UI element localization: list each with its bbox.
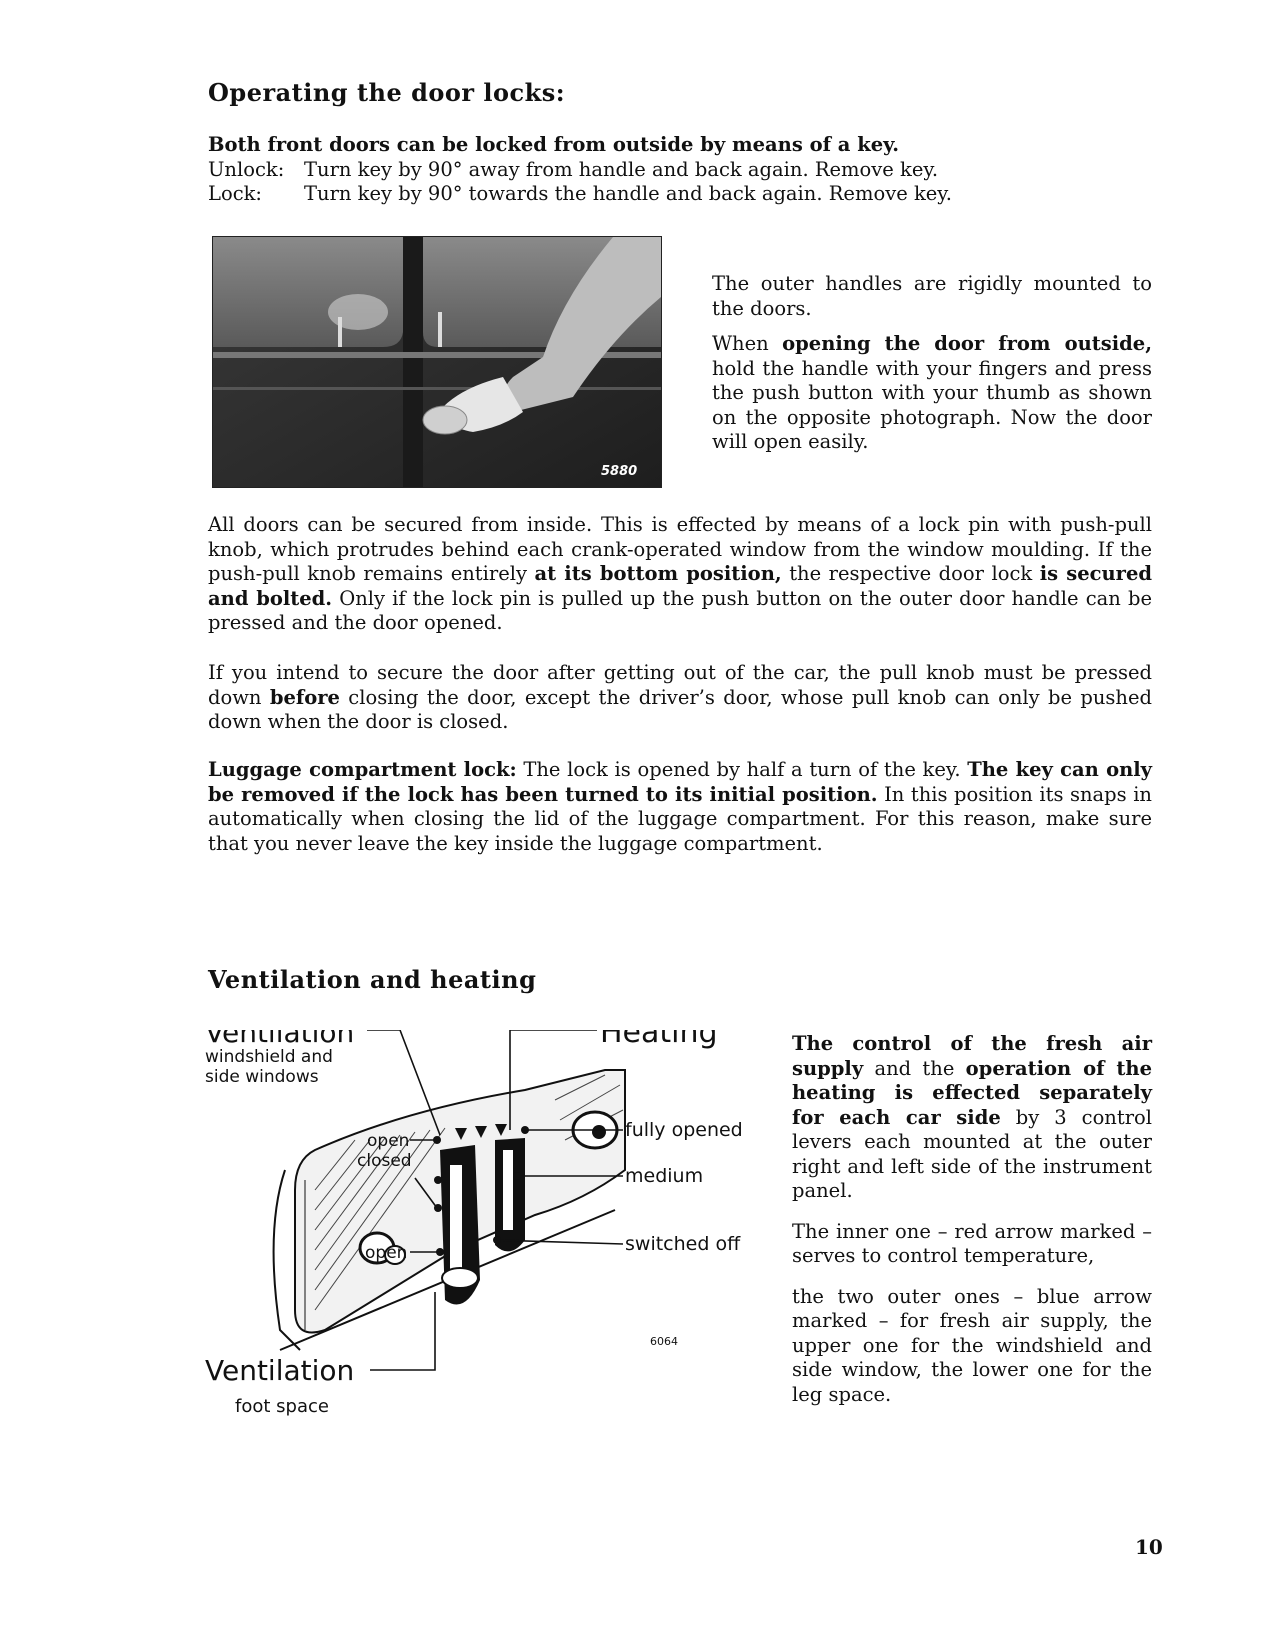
door-handle-photo-image: [213, 237, 661, 487]
vent-p1-b: and the: [863, 1056, 966, 1080]
para1-c: the respective door lock: [781, 562, 1040, 585]
figure-number: 6064: [650, 1335, 678, 1348]
page-number: 10: [1135, 1535, 1163, 1559]
vent-p1-c: operation of the heating is effected separately for each car side: [792, 1056, 1152, 1129]
label-open-upper: open: [367, 1131, 410, 1151]
para2-b: before: [269, 685, 340, 709]
label-side-windows: side windows: [205, 1067, 319, 1087]
vent-p1: [792, 1032, 1152, 1204]
para2-c: closing the door, except the driver’s door, whose pull knob can only be pushed down when the door is closed.: [208, 685, 1152, 733]
vent-p3: the two outer ones – blue arrow marked – for fresh air supply, the upper one for the windshield and side window, the lower one for the leg space.: [792, 1284, 1152, 1406]
lock-label: Lock:: [208, 182, 262, 205]
label-closed: closed: [357, 1151, 412, 1171]
door-handle-photo: [212, 236, 662, 488]
para2-a: If you intend to secure the door after getting out of the car, the pull knob must be pressed down: [208, 661, 1152, 709]
ventilation-heating-diagram: [205, 1030, 765, 1480]
door-locks-intro: [208, 133, 1028, 207]
ventilation-diagram-drawing: [205, 1030, 765, 1480]
section-heading-ventilation: Ventilation and heating: [208, 965, 537, 994]
vent-p1-d: by 3 control levers each mounted at the outer right and left side of the instrument panel.: [792, 1105, 1153, 1202]
photo-number: 5880: [601, 464, 638, 479]
lock-text: Turn key by 90° towards the handle and back again. Remove key.: [304, 182, 952, 205]
para1-e: Only if the lock pin is pulled up the push button on the outer door handle can be pressed and the door opened.: [208, 586, 1152, 634]
label-medium: medium: [625, 1165, 704, 1187]
ventilation-description: [792, 1032, 1152, 1407]
outer-handles-p2: [712, 332, 1152, 455]
label-heating: Heating: [600, 1030, 718, 1050]
label-open-lower: open: [365, 1243, 408, 1263]
unlock-text: Turn key by 90° away from handle and back again. Remove key.: [304, 157, 939, 181]
unlock-line: [208, 158, 1028, 183]
section-heading-door-locks: Operating the door locks:: [208, 78, 566, 107]
para3-c: The key can only be removed if the lock has been turned to its initial position.: [208, 758, 1152, 806]
para3-d: In this position its snaps in automatically when closing the lid of the luggage compartment. For this reason, make sure that you never leave the key inside the luggage compartment.: [208, 782, 1152, 855]
lock-line: [208, 182, 1028, 207]
label-ventilation-bottom: Ventilation: [205, 1354, 355, 1387]
p2-part-a: When: [712, 332, 783, 355]
outer-handles-p1: The outer handles are rigidly mounted to the doors.: [712, 272, 1152, 320]
label-foot-space: foot space: [235, 1396, 329, 1417]
vent-p2: The inner one – red arrow marked – serves to control temperature,: [792, 1219, 1152, 1267]
unlock-label: Unlock:: [208, 157, 285, 181]
label-switched-off: switched off: [625, 1233, 741, 1255]
inside-securing-paragraph: [208, 513, 1152, 636]
para1-b: at its bottom position,: [534, 562, 782, 585]
para3-a: Luggage compartment lock:: [208, 758, 517, 781]
outer-handles-text: [712, 272, 1152, 455]
vent-p1-a: The control of the fresh air supply: [792, 1032, 1152, 1080]
p2-part-b: opening the door from outside,: [782, 332, 1152, 355]
luggage-lock-paragraph: [208, 758, 1152, 856]
secure-door-paragraph: [208, 661, 1152, 735]
para1-d: is secured and bolted.: [208, 562, 1152, 610]
label-windshield-and: windshield and: [205, 1047, 333, 1067]
label-ventilation-top: Ventilation: [205, 1030, 355, 1049]
label-fully-opened: fully opened: [625, 1119, 743, 1141]
para1-a: All doors can be secured from inside. This is effected by means of a lock pin with push-pull knob, which protrudes behind each crank-operated window from the window moulding. If the push-pull knob remains entirely: [208, 513, 1152, 585]
intro-line: Both front doors can be locked from outside by means of a key.: [208, 133, 900, 156]
para3-b: The lock is opened by half a turn of the key.: [516, 758, 968, 781]
p2-part-c: hold the handle with your fingers and press the push button with your thumb as shown on the opposite photograph. Now the door will open easily.: [712, 356, 1152, 453]
